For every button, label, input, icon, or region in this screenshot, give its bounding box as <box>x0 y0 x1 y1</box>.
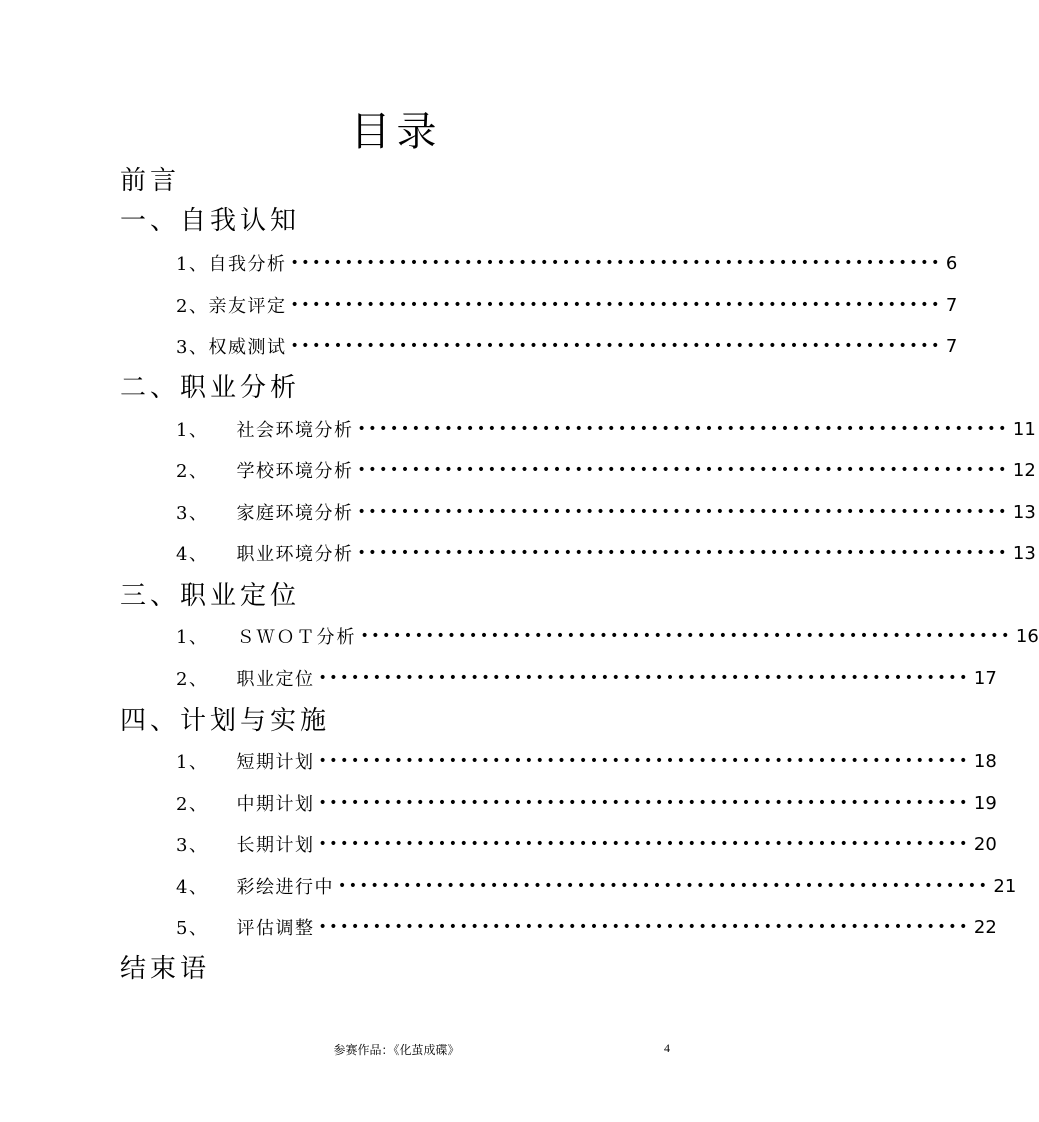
toc-entry-page: 19 <box>973 792 997 814</box>
toc-entry-label: 学校环境分析 <box>236 461 354 482</box>
toc-entry-label: 自我分析 <box>208 254 287 275</box>
toc-entry-page: 17 <box>973 667 997 689</box>
toc-entry[interactable] <box>176 915 997 939</box>
toc-entry-number: 1、 <box>176 420 209 441</box>
toc-entry-number: 3、 <box>176 337 209 358</box>
toc-entry-number: 5、 <box>176 918 209 939</box>
dot-leader: •••••••••••••••••••••••••••••••••••••••••••••••••••••••••••• <box>318 670 970 686</box>
toc-entry-label: 评估调整 <box>236 918 315 939</box>
toc-entry-page: 21 <box>993 875 1017 897</box>
toc-entry-page: 13 <box>1012 501 1036 523</box>
dot-leader: •••••••••••••••••••••••••••••••••••••••••••••••••••••••••••• <box>357 421 1009 437</box>
dot-leader: •••••••••••••••••••••••••••••••••••••••••••••••••••••••••••• <box>337 878 990 894</box>
footer-text: 参赛作品：《化茧成碟》 <box>333 1043 460 1057</box>
toc-entry-page: 16 <box>1015 625 1039 647</box>
toc-entry-label: 彩绘进行中 <box>236 877 334 898</box>
toc-entry-number: 4、 <box>176 544 209 565</box>
toc-entry[interactable] <box>176 666 997 690</box>
dot-leader: •••••••••••••••••••••••••••••••••••••••••••••••••••••••••••• <box>290 255 942 271</box>
dot-leader: •••••••••••••••••••••••••••••••••••••••••••••••••••••••••••• <box>357 545 1009 561</box>
toc-section-4[interactable]: 四、计划与实施 <box>120 706 331 736</box>
toc-entry-page: 6 <box>945 252 958 274</box>
dot-leader: •••••••••••••••••••••••••••••••••••••••••••••••••••••••••••• <box>357 504 1009 520</box>
dot-leader: •••••••••••••••••••••••••••••••••••••••••••••••••••••••••••• <box>318 919 970 935</box>
toc-entry-page: 11 <box>1012 418 1036 440</box>
toc-entry-label: 长期计划 <box>236 835 315 856</box>
toc-entry-number: 1、 <box>176 627 209 648</box>
toc-entry-label: 亲友评定 <box>208 296 287 317</box>
toc-entry[interactable] <box>176 832 997 856</box>
toc-entry-number: 2、 <box>176 296 209 317</box>
toc-entry-label: 中期计划 <box>236 794 315 815</box>
toc-entry-page: 20 <box>973 833 997 855</box>
dot-leader: •••••••••••••••••••••••••••••••••••••••••••••••••••••••••••• <box>360 628 1012 644</box>
toc-entry-number: 2、 <box>176 794 209 815</box>
dot-leader: •••••••••••••••••••••••••••••••••••••••••••••••••••••••••••• <box>318 753 970 769</box>
toc-entry-number: 1、 <box>176 752 209 773</box>
toc-entry-label: 家庭环境分析 <box>236 503 354 524</box>
toc-entry-number: 4、 <box>176 877 209 898</box>
toc-entry[interactable] <box>176 458 1036 482</box>
toc-entry-number: 3、 <box>176 503 209 524</box>
toc-entry[interactable] <box>176 334 958 358</box>
toc-entry[interactable] <box>176 251 958 275</box>
toc-entry-number: 2、 <box>176 669 209 690</box>
toc-entry-page: 12 <box>1012 459 1036 481</box>
dot-leader: •••••••••••••••••••••••••••••••••••••••••••••••••••••••••••• <box>318 836 970 852</box>
toc-entry[interactable] <box>176 417 1036 441</box>
dot-leader: •••••••••••••••••••••••••••••••••••••••••••••••••••••••••••• <box>290 338 942 354</box>
toc-section-1[interactable]: 一、自我认知 <box>120 206 301 236</box>
toc-section-preface[interactable]: 前言 <box>120 166 181 196</box>
toc-entry-number: 3、 <box>176 835 209 856</box>
toc-entry-label: 职业定位 <box>236 669 315 690</box>
dot-leader: •••••••••••••••••••••••••••••••••••••••••••••••••••••••••••• <box>318 795 970 811</box>
toc-section-2[interactable]: 二、职业分析 <box>120 373 301 403</box>
toc-entry-page: 7 <box>945 335 958 357</box>
footer-page-number: 4 <box>664 1041 670 1055</box>
toc-entry[interactable] <box>176 791 997 815</box>
toc-entry-label: 社会环境分析 <box>236 420 354 441</box>
toc-entry-label: 职业环境分析 <box>236 544 354 565</box>
toc-entry[interactable] <box>176 500 1036 524</box>
toc-entry[interactable] <box>176 749 997 773</box>
toc-section-conclusion[interactable]: 结束语 <box>120 954 211 984</box>
toc-entry-label: 权威测试 <box>208 337 287 358</box>
toc-entry[interactable] <box>176 874 1017 898</box>
page-title: 目录 <box>350 109 443 155</box>
toc-entry[interactable] <box>176 541 1036 565</box>
toc-entry-page: 18 <box>973 750 997 772</box>
toc-entry[interactable] <box>176 624 1039 648</box>
page-footer <box>0 1041 793 1057</box>
toc-section-3[interactable]: 三、职业定位 <box>120 581 301 611</box>
toc-entry-page: 13 <box>1012 542 1036 564</box>
dot-leader: •••••••••••••••••••••••••••••••••••••••••••••••••••••••••••• <box>357 462 1009 478</box>
toc-entry-label: 短期计划 <box>236 752 315 773</box>
dot-leader: •••••••••••••••••••••••••••••••••••••••••••••••••••••••••••• <box>290 297 942 313</box>
toc-entry-page: 7 <box>945 294 958 316</box>
toc-entry-number: 1、 <box>176 254 209 275</box>
toc-entry-page: 22 <box>973 916 997 938</box>
toc-entry-number: 2、 <box>176 461 209 482</box>
toc-entry[interactable] <box>176 293 958 317</box>
toc-entry-label: ＳＷＯＴ分析 <box>236 627 357 648</box>
